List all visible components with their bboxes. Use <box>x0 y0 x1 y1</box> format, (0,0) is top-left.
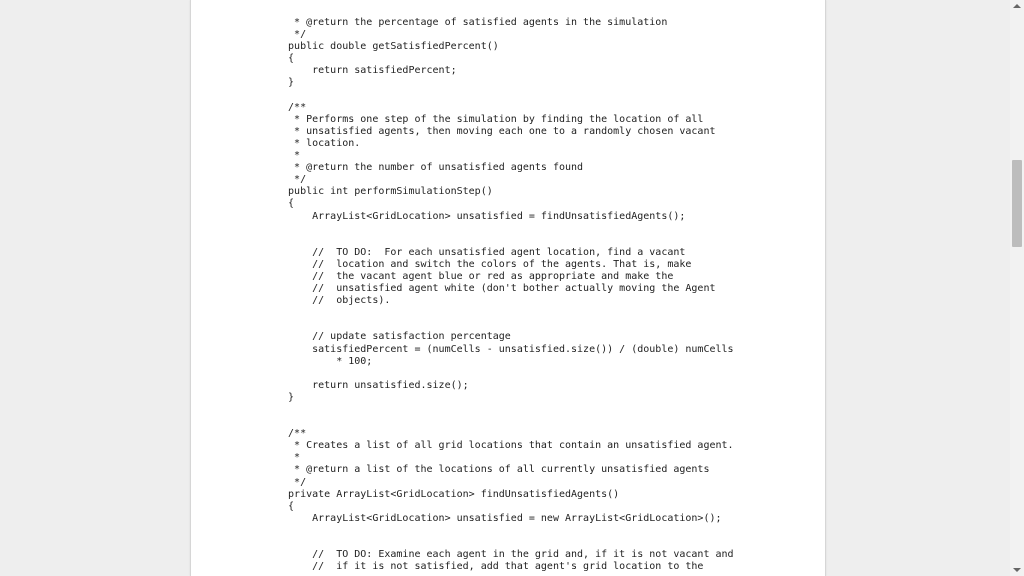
code-line <box>276 416 734 428</box>
code-line: */ <box>276 29 307 41</box>
code-line: /** <box>276 428 307 440</box>
code-line: } <box>276 391 295 403</box>
code-line: // unsatisfied agent white (don't bother actually moving the Agent <box>276 283 716 295</box>
code-line: ArrayList<GridLocation> unsatisfied = new ArrayList<GridLocation>(); <box>276 512 722 524</box>
scrollbar-thumb[interactable] <box>1012 160 1022 247</box>
code-line: private ArrayList<GridLocation> findUnsatisfiedAgents() <box>276 488 620 500</box>
code-line: * 100; <box>276 355 373 367</box>
code-line: * Creates a list of all grid locations that contain an unsatisfied agent. <box>276 440 734 452</box>
code-line: * <box>276 452 301 464</box>
code-line <box>276 307 734 319</box>
code-line: */ <box>276 174 307 186</box>
code-line <box>276 368 734 380</box>
code-line: // TO DO: Examine each agent in the grid and, if it is not vacant and <box>276 549 734 561</box>
code-line: * @return a list of the locations of all currently unsatisfied agents <box>276 464 710 476</box>
code-line <box>276 223 734 235</box>
chevron-up-icon[interactable] <box>1013 4 1021 8</box>
code-line: // objects). <box>276 295 391 307</box>
code-line: * location. <box>276 137 361 149</box>
code-block <box>276 17 734 573</box>
code-line: * @return the percentage of satisfied agents in the simulation <box>276 17 668 28</box>
code-line <box>276 235 734 247</box>
code-line <box>276 537 734 549</box>
code-line: { <box>276 500 295 512</box>
code-line: */ <box>276 476 307 488</box>
code-line: { <box>276 198 295 210</box>
code-line: /** <box>276 101 307 113</box>
code-line: public double getSatisfiedPercent() <box>276 41 499 53</box>
code-line: // TO DO: For each unsatisfied agent location, find a vacant <box>276 246 686 258</box>
code-line: // the vacant agent blue or red as appropriate and make the <box>276 270 674 282</box>
vertical-scrollbar[interactable] <box>1010 0 1024 576</box>
code-line: return satisfiedPercent; <box>276 65 457 77</box>
code-line: * @return the number of unsatisfied agents found <box>276 162 584 174</box>
code-line <box>276 319 734 331</box>
code-line: * <box>276 150 301 162</box>
code-line: // location and switch the colors of the agents. That is, make <box>276 258 692 270</box>
document-page <box>190 0 826 576</box>
chevron-down-icon[interactable] <box>1013 568 1021 572</box>
code-line <box>276 90 734 102</box>
code-line: satisfiedPercent = (numCells - unsatisfied.size()) / (double) numCells <box>276 343 734 355</box>
code-line <box>276 525 734 537</box>
code-line: * unsatisfied agents, then moving each one to a randomly chosen vacant <box>276 125 716 137</box>
code-line: // update satisfaction percentage <box>276 331 511 343</box>
code-line: // if it is not satisfied, add that agent's grid location to the <box>276 561 704 573</box>
code-line: ArrayList<GridLocation> unsatisfied = findUnsatisfiedAgents(); <box>276 210 686 222</box>
code-line: * Performs one step of the simulation by finding the location of all <box>276 113 704 125</box>
code-line: } <box>276 77 295 89</box>
code-line <box>276 404 734 416</box>
code-line: return unsatisfied.size(); <box>276 379 469 391</box>
code-line: public int performSimulationStep() <box>276 186 493 198</box>
code-line: { <box>276 53 295 65</box>
